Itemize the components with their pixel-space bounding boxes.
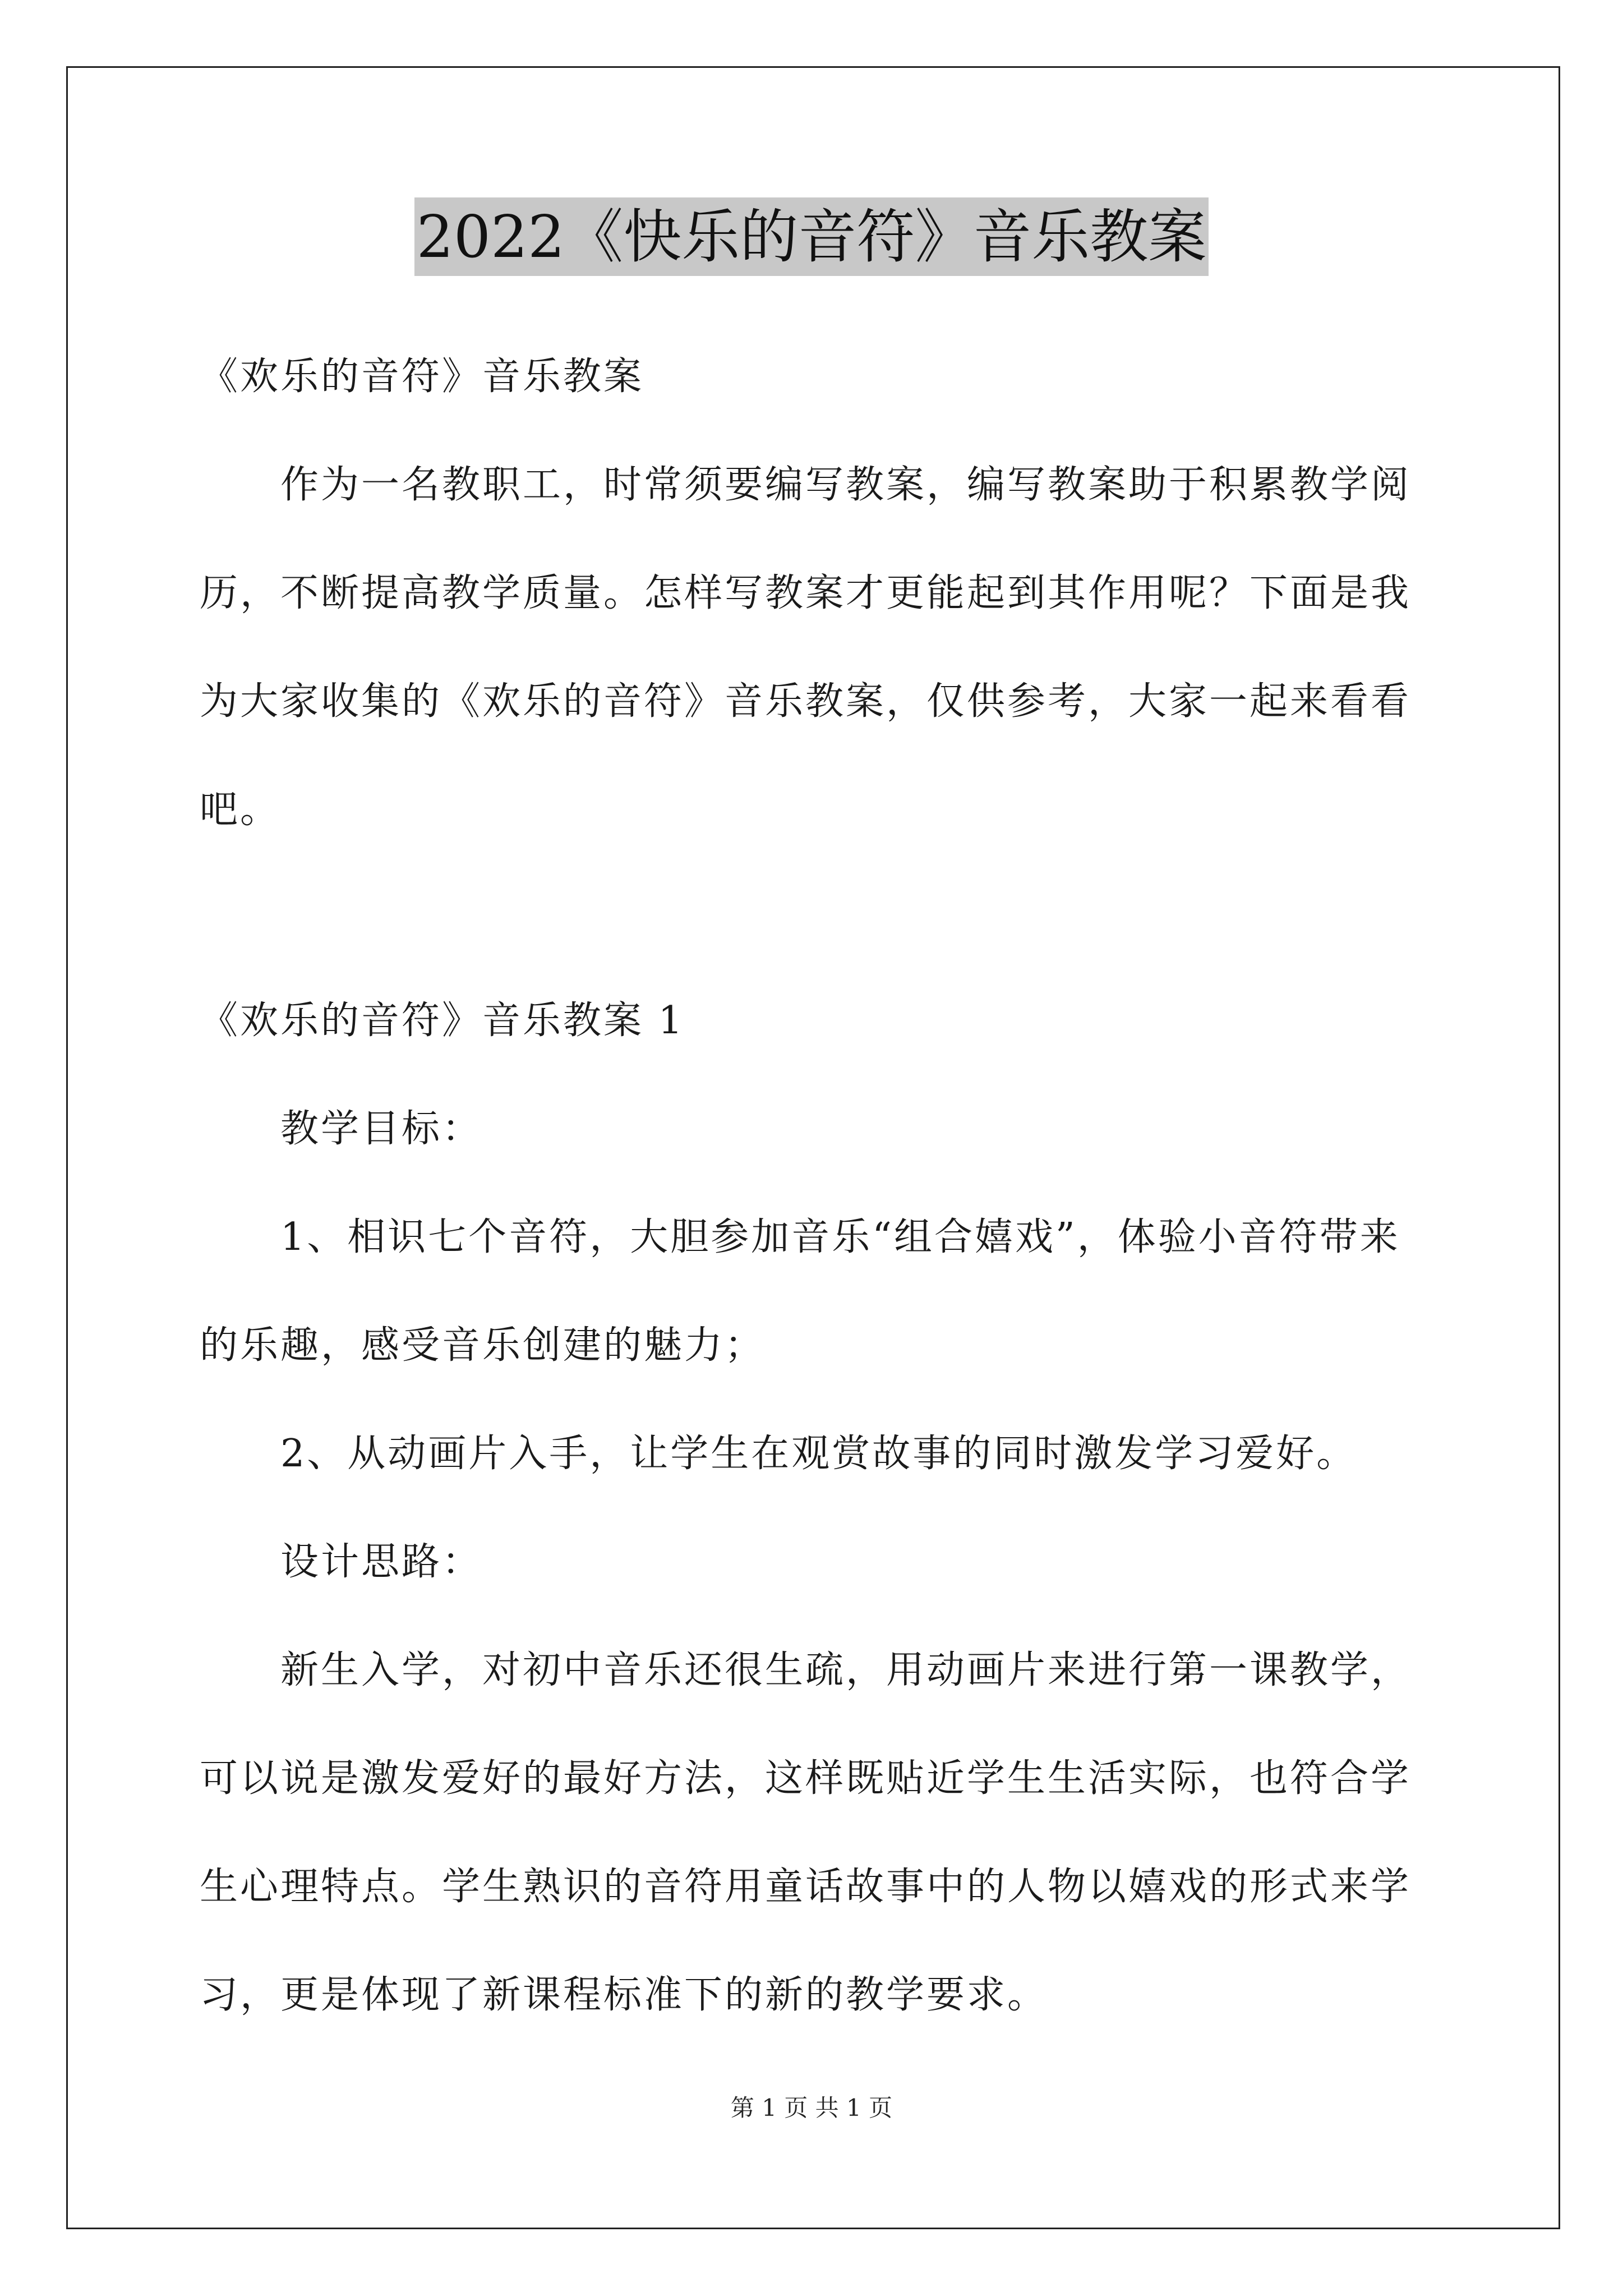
document-title: 2022《快乐的音符》音乐教案: [414, 197, 1209, 276]
section-heading: 《欢乐的音符》音乐教案 1: [200, 999, 685, 1043]
paragraph-line: 设计思路：: [280, 1540, 483, 1584]
title-container: [0, 197, 1623, 276]
paragraph-line: 吧。: [200, 788, 281, 832]
paragraph-line: 习，更是体现了新课程标准下的新的教学要求。: [200, 1973, 1048, 2017]
page-footer: 第 1 页 共 1 页: [730, 2094, 893, 2122]
subtitle-line: 《欢乐的音符》音乐教案: [200, 355, 644, 399]
paragraph-line: 历，不断提高教学质量。怎样写教案才更能起到其作用呢？下面是我: [200, 571, 1412, 615]
paragraph-line: 生心理特点。学生熟识的音符用童话故事中的人物以嬉戏的形式来学: [200, 1865, 1412, 1909]
paragraph-line: 可以说是激发爱好的最好方法，这样既贴近学生生活实际，也符合学: [200, 1756, 1412, 1801]
paragraph-line: 新生入学，对初中音乐还很生疏，用动画片来进行第一课教学，: [280, 1648, 1412, 1692]
paragraph-line: 1、相识七个音符，大胆参加音乐“组合嬉戏”，体验小音符带来: [280, 1215, 1400, 1259]
paragraph-line: 教学目标：: [280, 1107, 483, 1151]
paragraph-line: 作为一名教职工，时常须要编写教案，编写教案助于积累教学阅: [280, 463, 1412, 507]
paragraph-line: 2、从动画片入手，让学生在观赏故事的同时激发学习爱好。: [280, 1432, 1357, 1476]
paragraph-line: 的乐趣，感受音乐创建的魅力；: [200, 1323, 766, 1368]
paragraph-line: 为大家收集的《欢乐的音符》音乐教案，仅供参考，大家一起来看看: [200, 679, 1412, 724]
